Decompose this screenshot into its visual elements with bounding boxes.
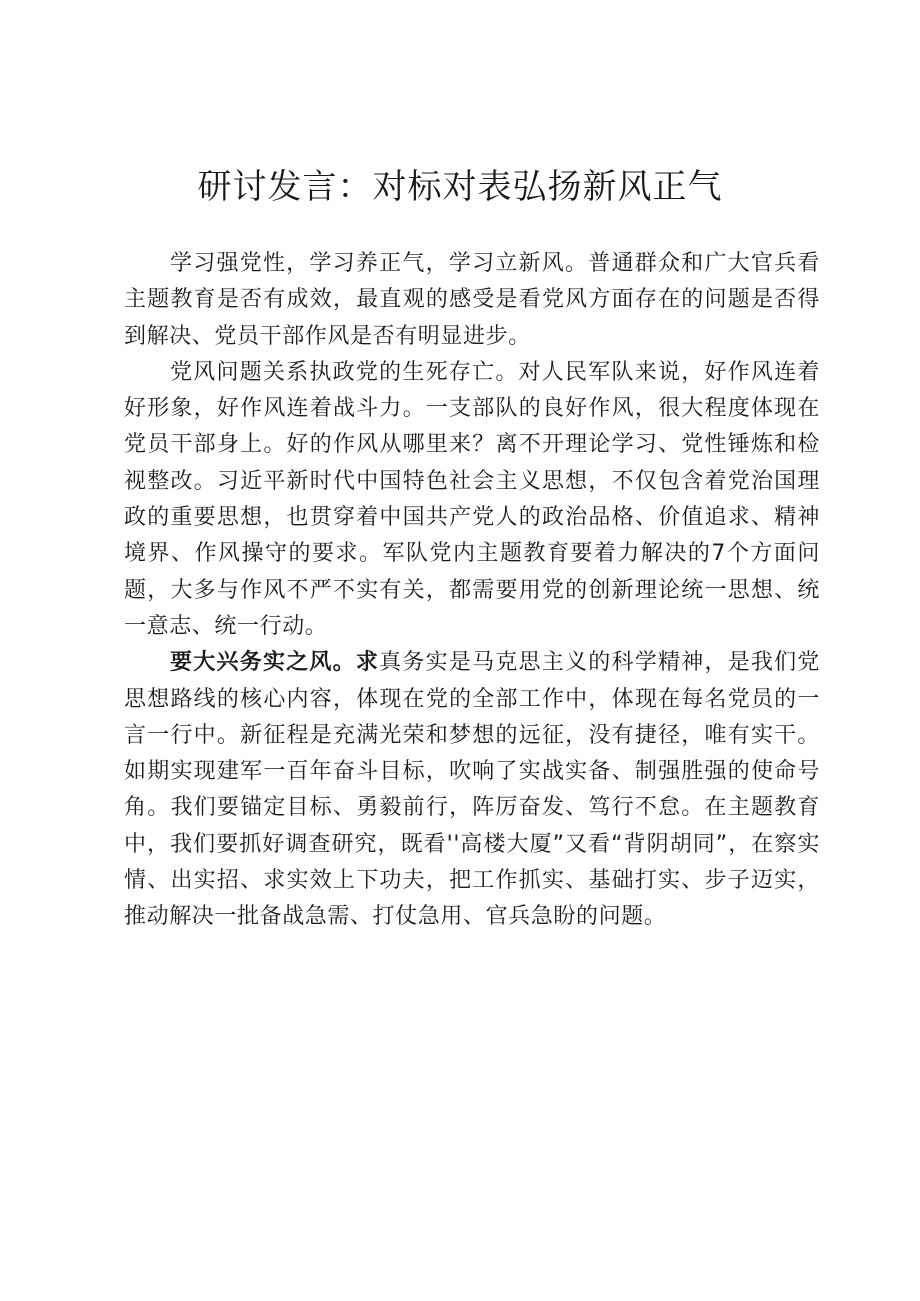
paragraph-2 [124, 355, 820, 645]
paragraph-1-text: 学习强党性，学习养正气，学习立新风。普通群众和广大官兵看主题教育是否有成效，最直观的感受是看党风方面存在的问题是否得到解决、党员干部作风是否有明显进步。 [124, 251, 820, 349]
paragraph-3-lead: 要大兴务实之风。求 [170, 650, 380, 676]
paragraph-3-text: 真务实是马克思主义的科学精神，是我们党思想路线的核心内容，体现在党的全部工作中，体现在每名党员的一言一行中。新征程是充满光荣和梦想的远征，没有捷径，唯有实干。如期实现建军一百年奋斗目标，吹响了实战实备、制强胜强的使命号角。我们要锚定目标、勇毅前行，阵厉奋发、笃行不怠。在主题教育中，我们要抓好调查研究，既看''高楼大厦”又看“背阴胡同”，在察实情、出实招、求实效上下功夫，把工作抓实、基础打实、步子迈实，推动解决一批备战急需、打仗急用、官兵急盼的问题。 [124, 650, 821, 930]
paragraph-2-text: 党风问题关系执政党的生死存亡。对人民军队来说，好作风连着好形象，好作风连着战斗力。一支部队的良好作风，很大程度体现在党员干部身上。好的作风从哪里来？离不开理论学习、党性锤炼和检视整改。习近平新时代中国特色社会主义思想，不仅包含着党治国理政的重要思想，也贯穿着中国共产党人的政治品格、价值追求、精神境界、作风操守的要求。军队党内主题教育要着力解决的7个方面问题，大多与作风不严不实有关，都需要用党的创新理论统一思想、统一意志、统一行动。 [124, 359, 820, 639]
paragraph-3 [124, 645, 820, 935]
paragraph-1 [124, 246, 820, 355]
document-body [124, 246, 820, 936]
page-title: 研讨发言：对标对表弘扬新风正气 [197, 167, 723, 207]
